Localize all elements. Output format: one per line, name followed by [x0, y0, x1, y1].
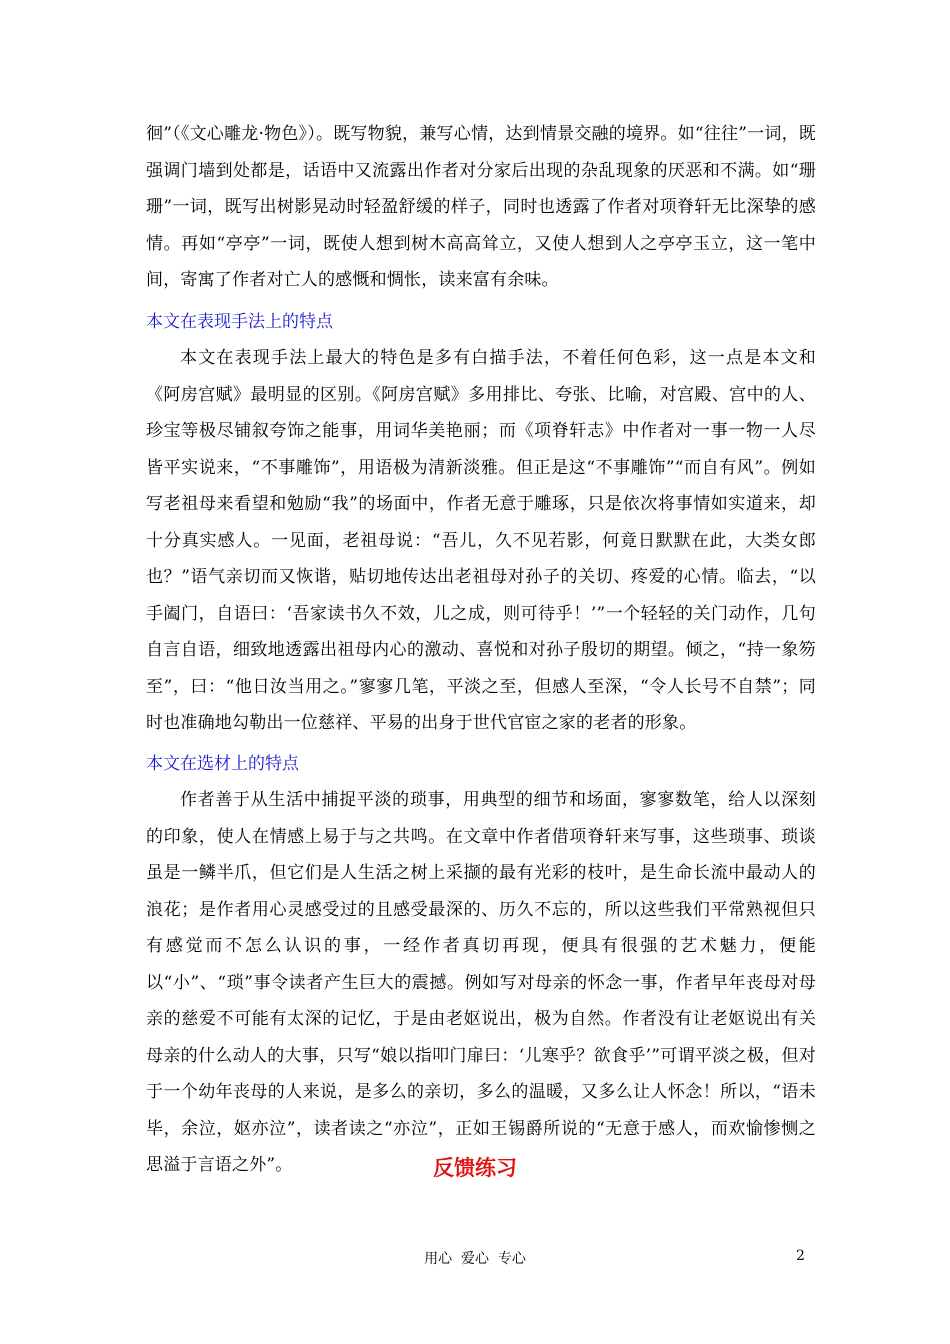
section-title-feedback-exercise: 反馈练习	[433, 1156, 517, 1180]
footer-motto: 用心 爱心 专心	[424, 1251, 526, 1267]
page-number: 2	[796, 1248, 805, 1264]
paragraph-expression-technique: 本文在表现手法上最大的特色是多有白描手法，不着任何色彩，这一点是本文和《阿房宫赋》最明显的区别。《阿房宫赋》多用排比、夸张、比喻，对宫殿、宫中的人、珍宝等极尽铺叙夸饰之能事，用词华美艳丽；而《项脊轩志》中作者对一事一物一人尽皆平实说来，“不事雕饰”，用语极为清新淡雅。但正是这“不事雕饰”“而自有风”。例如写老祖母来看望和勉励“我”的场面中，作者无意于雕琢，只是依次将事情如实道来，却十分真实感人。一见面，老祖母说：“吾儿，久不见若影，何竟日默默在此，大类女郎也？”语气亲切而又恢谐，贴切地传达出老祖母对孙子的关切、疼爱的心情。临去，“以手阖门，自语曰：‘吾家读书久不效，儿之成，则可待乎！’”一个轻轻的关门动作，几句自言自语，细致地透露出祖母内心的激动、喜悦和对孙子殷切的期望。倾之，“持一象笏至”，曰：“他日汝当用之。”寥寥几笔，平淡之至，但感人至深，“令人长号不自禁”；同时也准确地勾勒出一位慈祥、平易的出身于世代官宦之家的老者的形象。	[146, 348, 816, 733]
heading-material-selection: 本文在选材上的特点	[146, 754, 299, 774]
heading-expression-technique: 本文在表现手法上的特点	[146, 312, 333, 332]
paragraph-intro-continuation: 徊”（《文心雕龙·物色》）。既写物貌，兼写心情，达到情景交融的境界。如“往往”一词，既强调门墙到处都是，话语中又流露出作者对分家后出现的杂乱现象的厌恶和不满。如“珊珊”一词，既写出树影晃动时轻盈舒缓的样子，同时也透露了作者对项脊轩无比深挚的感情。再如“亭亭”一词，既使人想到树木高高耸立，又使人想到人之亭亭玉立，这一笔中间，寄寓了作者对亡人的感慨和惆怅，读来富有余味。	[146, 124, 816, 290]
paragraph-material-selection: 作者善于从生活中捕捉平淡的琐事，用典型的细节和场面，寥寥数笔，给人以深刻的印象，使人在情感上易于与之共鸣。在文章中作者借项脊轩来写事，这些琐事、琐谈虽是一鳞半爪，但它们是人生活之树上采撷的最有光彩的枝叶，是生命长流中最动人的浪花；是作者用心灵感受过的且感受最深的、历久不忘的，所以这些我们平常熟视但只有感觉而不怎么认识的事，一经作者真切再现，便具有很强的艺术魅力，便能以“小”、“琐”事令读者产生巨大的震撼。例如写对母亲的怀念一事，作者早年丧母对母亲的慈爱不可能有太深的记忆，于是由老妪说出，极为自然。作者没有让老妪说出有关母亲的什么动人的大事，只写“娘以指叩门扉曰：‘儿寒乎？欲食乎’”可谓平淡之极，但对于一个幼年丧母的人来说，是多么的亲切，多么的温暖，又多么让人怀念！所以，“语未毕，余泣，妪亦泣”，读者读之“亦泣”，正如王锡爵所说的“无意于感人，而欢愉惨恻之思溢于言语之外”。	[146, 790, 816, 1175]
